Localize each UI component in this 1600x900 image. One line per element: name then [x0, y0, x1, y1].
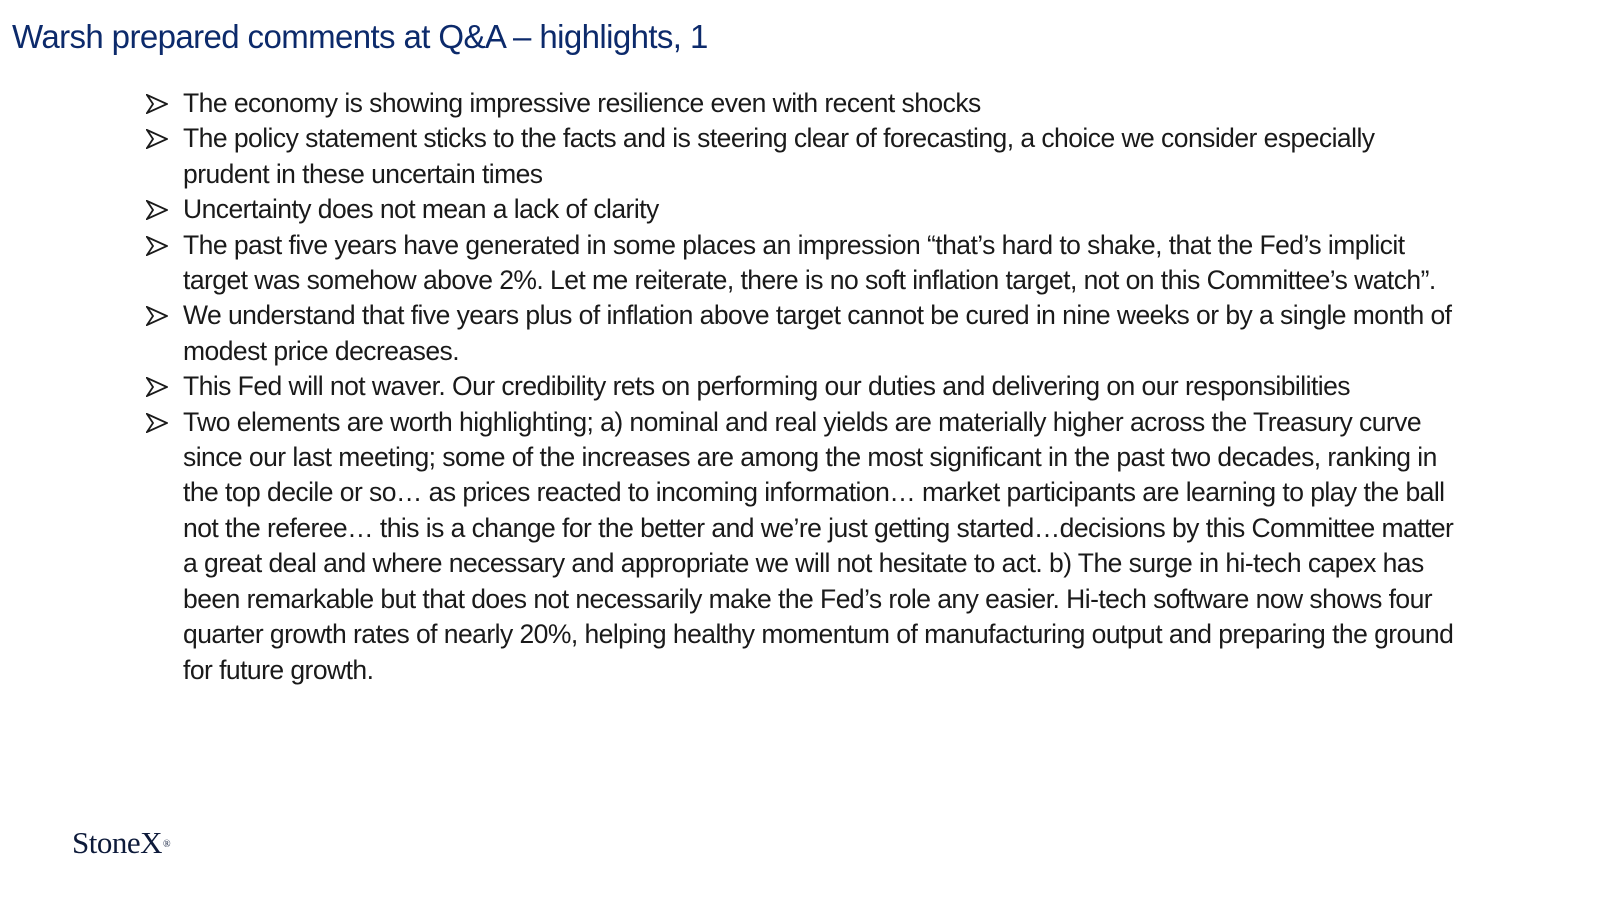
arrowhead-bullet-icon: [146, 306, 168, 326]
bullet-item: [146, 86, 1466, 121]
arrowhead-bullet-icon: [146, 236, 168, 256]
bullet-item: [146, 121, 1466, 192]
bullet-text: Uncertainty does not mean a lack of clarity: [183, 194, 659, 225]
bullet-item: [146, 369, 1466, 404]
logo-text: StoneX: [72, 825, 162, 860]
arrowhead-bullet-icon: [146, 94, 168, 114]
arrowhead-bullet-icon: [146, 129, 168, 149]
bullet-text: The past five years have generated in some places an impression “that’s hard to shake, that the Fed’s implicit target was somehow above 2%. Let me reiterate, there is no soft inflation target, not on this Committee’s watch”.: [183, 229, 1436, 296]
registered-mark: ®: [163, 839, 171, 850]
bullet-text: Two elements are worth highlighting; a) nominal and real yields are materially higher across the Treasury curve since our last meeting; some of the increases are among the most significant in the past two decades, ranking in the top decile or so… as prices reacted to incoming information… market participants are learning to play the ball not the referee… this is a change for the better and we’re just getting started…decisions by this Committee matter a great deal and where necessary and appropriate we will not hesitate to act. b) The surge in hi-tech capex has been remarkable but that does not necessarily make the Fed’s role any easier. Hi-tech software now shows four quarter growth rates of nearly 20%, helping healthy momentum of manufacturing output and preparing the ground for future growth.: [183, 406, 1454, 685]
bullet-item: [146, 298, 1466, 369]
bullet-item: [146, 405, 1466, 688]
bullet-list: [146, 86, 1466, 688]
bullet-text: The policy statement sticks to the facts and is steering clear of forecasting, a choice we consider especially prudent in these uncertain times: [183, 123, 1375, 189]
bullet-text: The economy is showing impressive resilience even with recent shocks: [183, 88, 981, 118]
arrowhead-bullet-icon: [146, 377, 168, 397]
arrowhead-bullet-icon: [146, 413, 168, 433]
stonex-logo: [72, 826, 170, 860]
bullet-text: We understand that five years plus of inflation above target cannot be cured in nine weeks or by a single month of modest price decreases.: [183, 300, 1452, 366]
arrowhead-bullet-icon: [146, 200, 168, 220]
bullet-item: [146, 192, 1466, 227]
slide-title: Warsh prepared comments at Q&A – highlights, 1: [12, 18, 708, 55]
bullet-item: [146, 228, 1466, 299]
bullet-text: This Fed will not waver. Our credibility rets on performing our duties and delivering on our responsibilities: [183, 371, 1350, 402]
